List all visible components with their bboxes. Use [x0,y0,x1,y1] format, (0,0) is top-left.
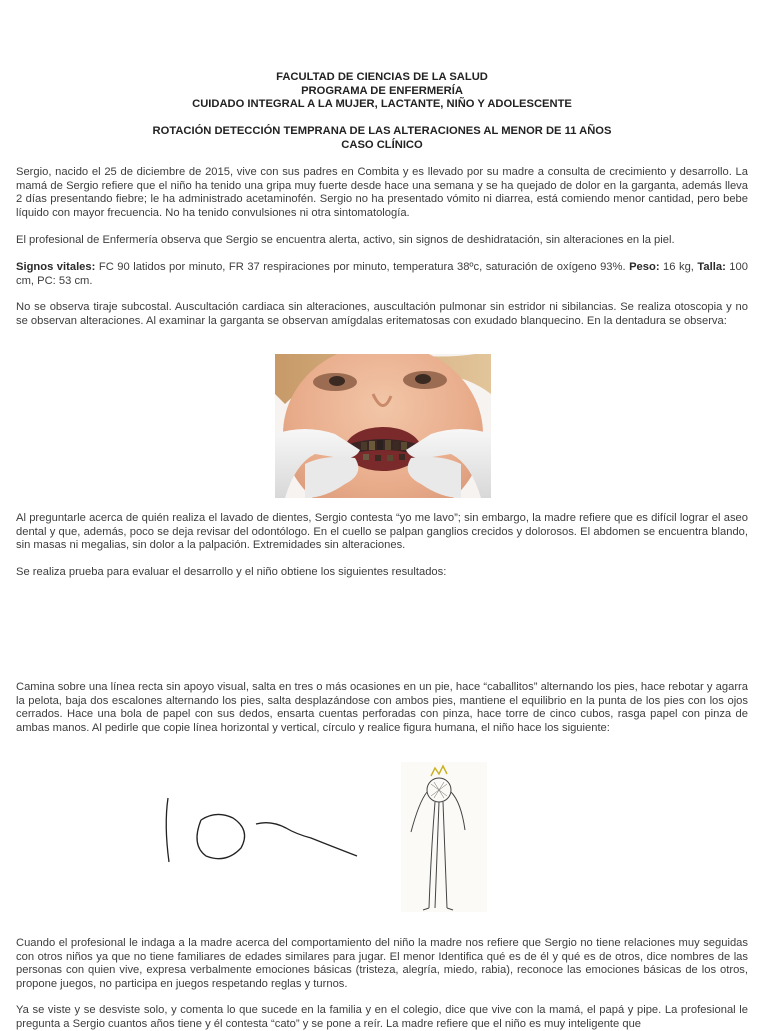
document-header [16,71,748,112]
program-title: PROGRAMA DE ENFERMERÍA [301,84,463,97]
vital-signs-values: FC 90 latidos por minuto, FR 37 respiraciones por minuto, temperatura 38ºc, saturación de oxígeno 93%. [95,261,630,273]
case-header [16,125,748,152]
case-title: CASO CLÍNICO [341,138,423,151]
course-title: CUIDADO INTEGRAL A LA MUJER, LACTANTE, NIÑO Y ADOLESCENTE [192,98,572,110]
paragraph-motor-skills: Camina sobre una línea recta sin apoyo visual, salta en tres o más ocasiones en un pie, hace “caballitos” alternando los pies, hace rebotar y agarra la pelota, baja dos escalones alternando los pies, salta desplazándose con ambos pies, mantiene el equilibrio en la punta de los pies con los ojos cerrados. Hace una bola de papel con sus dedos, ensarta cuentas perforadas con pinza, hace torre de cinco cubos, rasga papel con pinza de ambas manos. Al pedirle que copie línea horizontal y vertical, círculo y realice figura humana, el niño hace los siguiente: [16,681,748,734]
weight-label: Peso: [629,261,660,273]
vital-signs-label: Signos vitales: [16,261,96,273]
paragraph-exam: No se observa tiraje subcostal. Auscultación cardiaca sin alteraciones, auscultación pulmonar sin estridor ni sibilancias. Se realiza otoscopia y no se observan alteraciones. Al examinar la garganta se observan amígdalas eritematosas con exudado blanquecino. En la dentadura se observa: [16,301,748,327]
paragraph-dental-hygiene: Al preguntarle acerca de quién realiza el lavado de dientes, Sergio contesta “yo me lavo”; sin embargo, la madre refiere que es difícil lograr el aseo dental y que, además, poco se deja revisar del odontólogo. En el cuello se palpan ganglios crecidos y dolorosos. El abdomen se encuentra blando, sin masas ni megalias, sin dolor a la palpación. Extremidades sin alteraciones. [16,512,748,552]
paragraph-intro: Sergio, nacido el 25 de diciembre de 2015, vive con sus padres en Combita y es llevado por su madre a consulta de crecimiento y desarrollo. La mamá de Sergio refiere que el niño ha tenido una gripa muy fuerte desde hace una semana y se ha quejado de dolor en la garganta, además lleva 2 días presentando fiebre; le ha administrado acetaminofén. Sergio no ha presentado vómito ni diarrea, está comiendo menor cantidad, pero bebe líquido con mayor frecuencia. No ha tenido convulsiones ni otra sintomatología. [16,166,748,219]
faculty-title: FACULTAD DE CIENCIAS DE LA SALUD [276,71,488,83]
paragraph-vital-signs [16,261,748,288]
child-line-circle-drawing [161,790,381,870]
weight-value: 16 kg, [659,261,698,273]
height-value: 100 cm, PC: 53 cm. [16,261,748,287]
paragraph-development-test: Se realiza prueba para evaluar el desarrollo y el niño obtiene los siguientes resultados: [16,566,447,578]
paragraph-self-care: Ya se viste y se desviste solo, y comenta lo que sucede en la familia y en el colegio, dice que vive con la mamá, el papá y pipe. La profesional le pregunta a Sergio cuantos años tiene y él contesta “cato” y se pone a reír. La madre refiere que el niño es muy inteligente que [16,1004,748,1030]
child-human-figure-drawing [401,762,487,912]
child-teeth-photo [275,354,491,498]
paragraph-observation: El profesional de Enfermería observa que Sergio se encuentra alerta, activo, sin signos de deshidratación, sin alteraciones en la piel. [16,234,675,246]
height-label: Talla: [697,261,726,273]
paragraph-behavior: Cuando el profesional le indaga a la madre acerca del comportamiento del niño la madre nos refiere que Sergio no tiene relaciones muy seguidas con otros niños ya que no tiene familiares de edades similares para jugar. El menor Identifica qué es de él y qué es de otros, dice nombres de las personas con quien vive, expresa verbalmente emociones básicas (tristeza, alegría, miedo, rabia), reconoce las emociones básicas de los otros, propone juegos, no participa en juegos respetando reglas y turnos. [16,937,748,990]
rotation-title: ROTACIÓN DETECCIÓN TEMPRANA DE LAS ALTERACIONES AL MENOR DE 11 AÑOS [152,125,612,137]
